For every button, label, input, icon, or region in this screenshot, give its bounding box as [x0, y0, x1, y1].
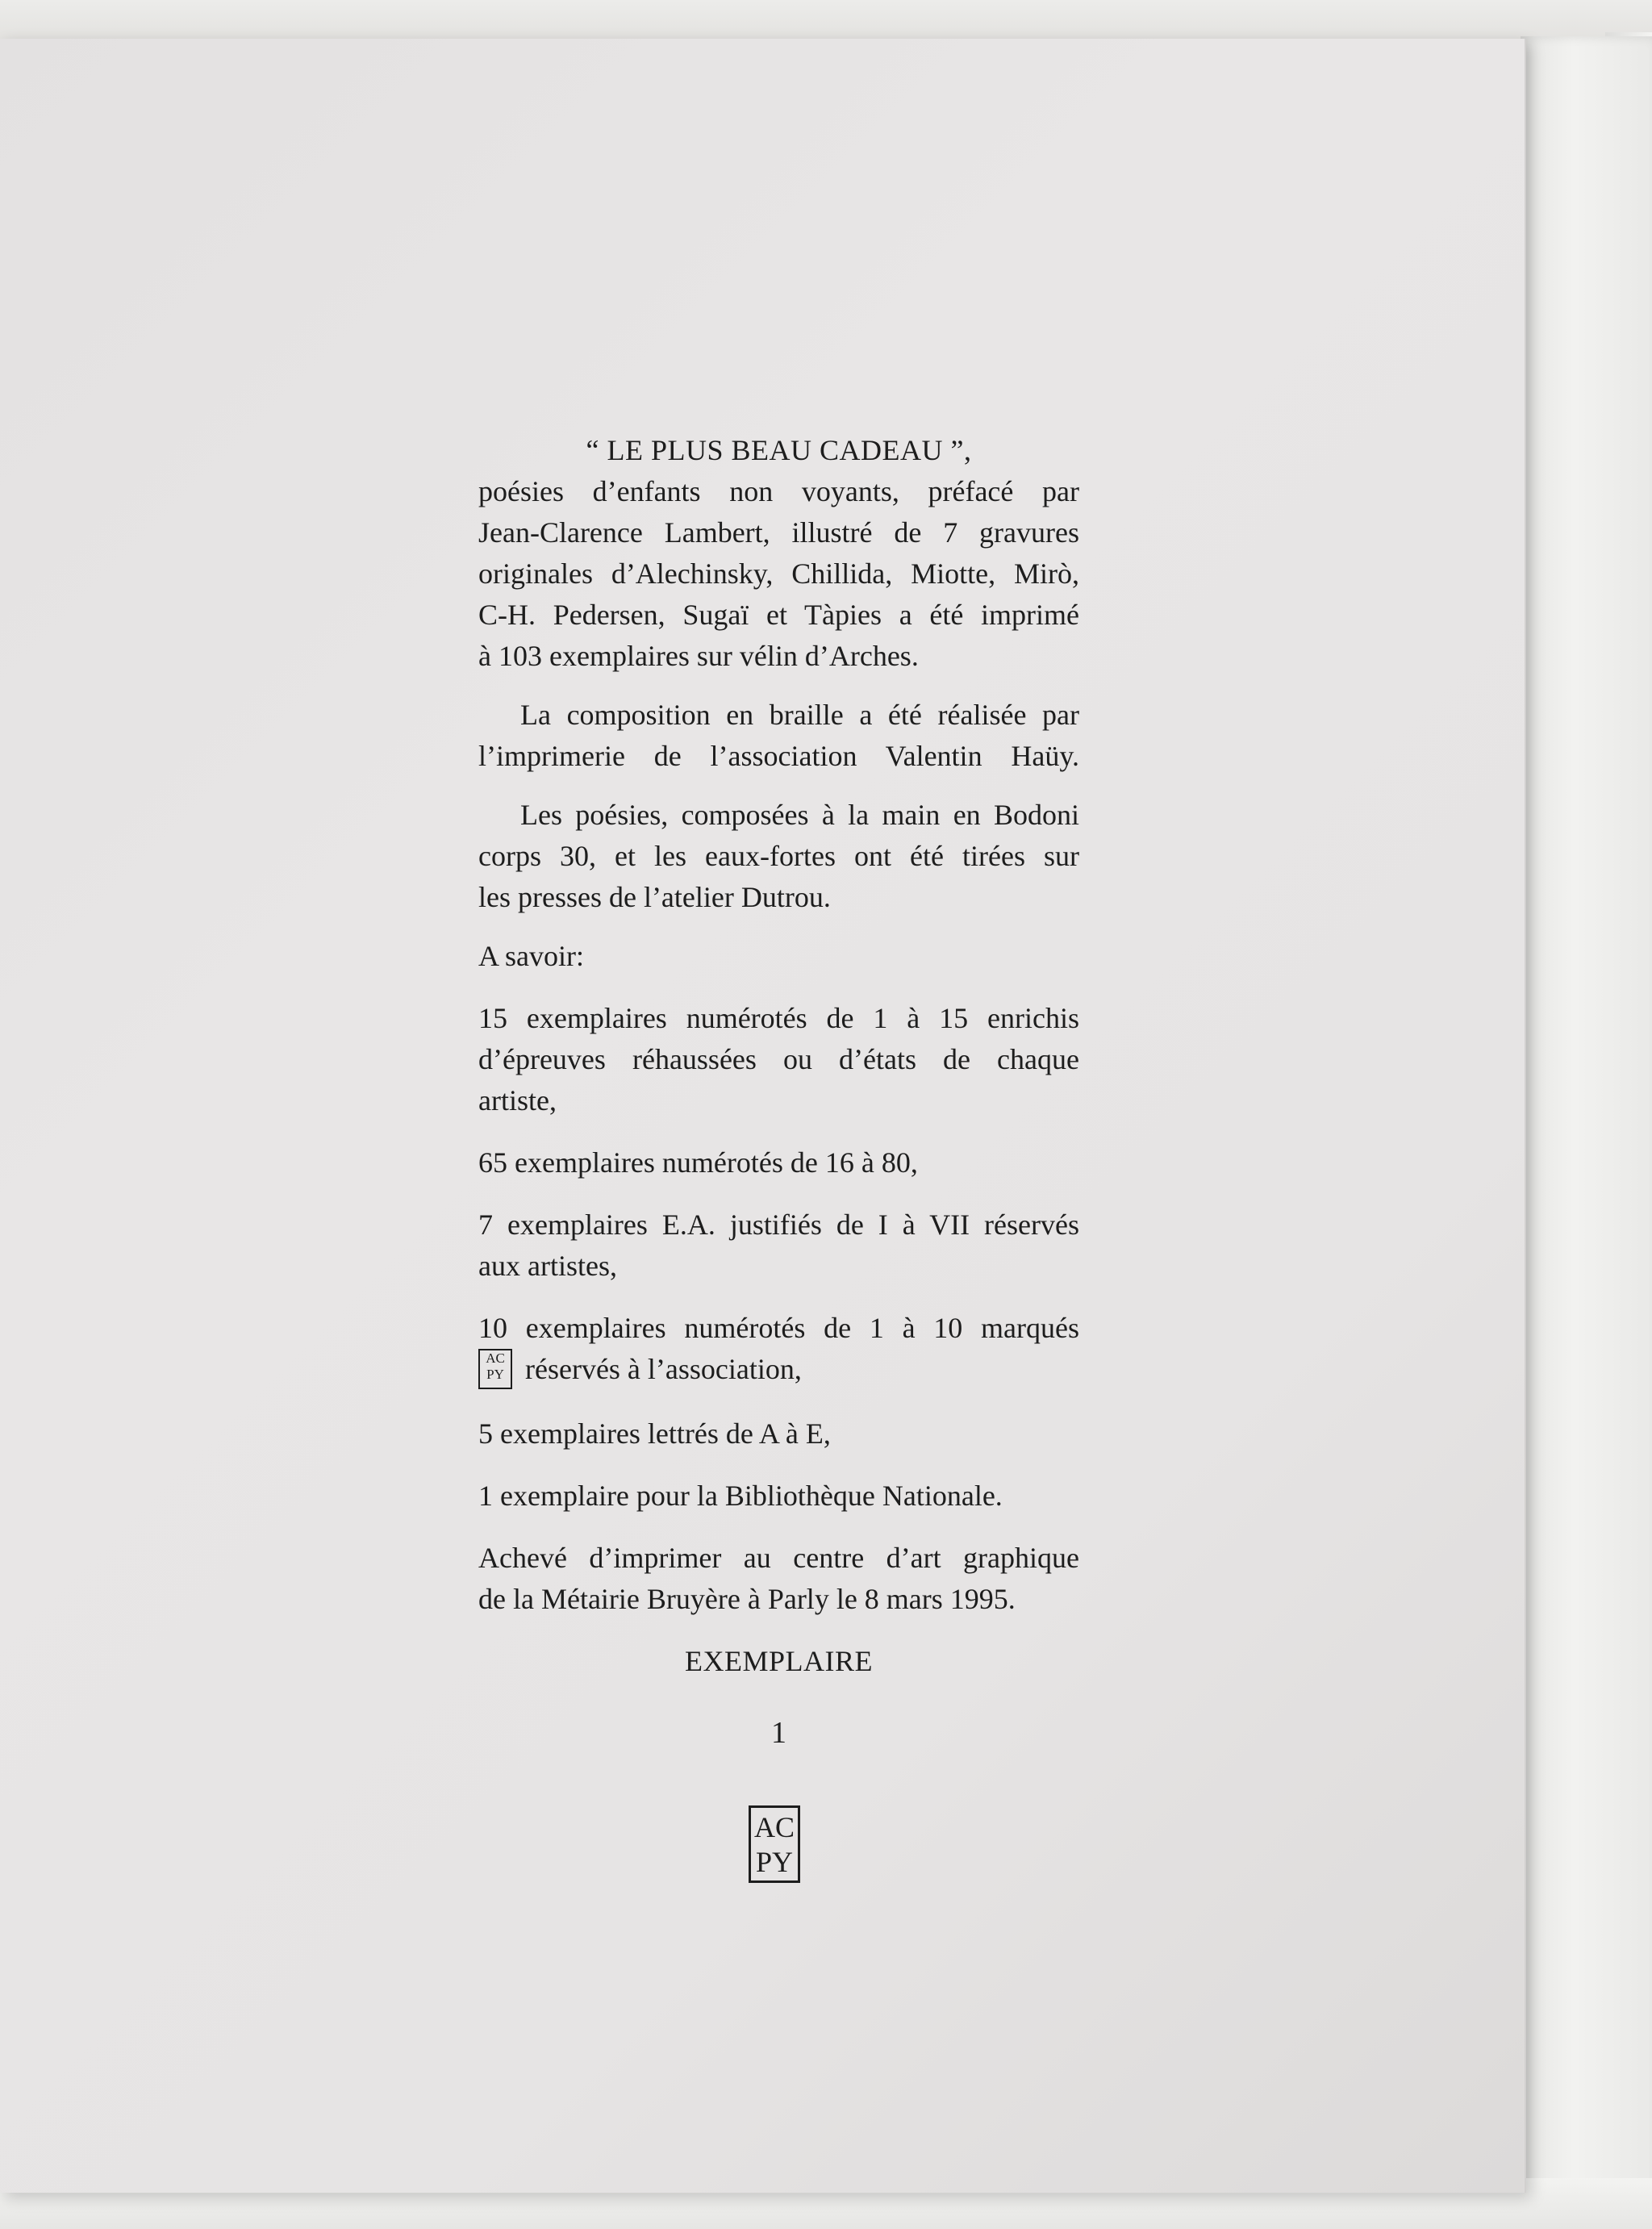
edition-line: artiste, [478, 1084, 557, 1117]
edition-line: 7 exemplaires E.A. justifiés de I à VII réservés [478, 1208, 1079, 1241]
intro-line: originales d’Alechinsky, Chillida, Miotte, Mirò, [478, 557, 1079, 590]
intro-paragraph [478, 471, 1079, 677]
edition-line: aux artistes, [478, 1250, 617, 1282]
intro-line: poésies d’enfants non voyants, préfacé par [478, 475, 1079, 507]
intro-line: à 103 exemplaires sur vélin d’Arches. [478, 640, 919, 672]
book-title: “ LE PLUS BEAU CADEAU ”, [586, 434, 972, 466]
edition-65-paragraph: 65 exemplaires numérotés de 16 à 80, [478, 1146, 918, 1179]
colophon-text [478, 430, 1079, 1620]
logo-text-top: AC [753, 1811, 795, 1843]
acheve-line: Achevé d’imprimer au centre d’art graphique [478, 1541, 1079, 1574]
logo-text-top: AC [486, 1350, 505, 1366]
colophon-page [0, 39, 1526, 2193]
a-savoir-heading: A savoir: [478, 940, 584, 972]
acpy-logo [749, 1805, 800, 1883]
braille-paragraph [478, 695, 1079, 777]
braille-line: La composition en braille a été réalisée par [520, 699, 1079, 731]
acheve-line: de la Métairie Bruyère à Parly le 8 mars 1995. [478, 1582, 1016, 1615]
edition-5-paragraph: 5 exemplaires lettrés de A à E, [478, 1417, 831, 1450]
edition-1-paragraph: 1 exemplaire pour la Bibliothèque Nationale. [478, 1479, 1003, 1512]
edition-7-paragraph [478, 1204, 1079, 1287]
acpy-logo-small [478, 1349, 512, 1389]
exemplaire-number: 1 [771, 1716, 786, 1750]
exemplaire-label: EXEMPLAIRE [685, 1645, 873, 1677]
box-side [1521, 36, 1652, 2229]
braille-line: l’imprimerie de l’association Valentin Haüy. [478, 740, 1079, 772]
intro-line: C-H. Pedersen, Sugaï et Tàpies a été imprimé [478, 599, 1079, 631]
edition-10-paragraph [478, 1308, 1079, 1392]
acheve-paragraph [478, 1538, 1079, 1620]
printing-line: corps 30, et les eaux-fortes ont été tirées sur [478, 840, 1079, 872]
edition-line-text: réservés à l’association, [525, 1353, 802, 1385]
printing-paragraph [478, 795, 1079, 918]
edition-15-paragraph [478, 998, 1079, 1121]
edition-line: 10 exemplaires numérotés de 1 à 10 marqués [478, 1312, 1079, 1344]
edition-line-with-logo [478, 1349, 1079, 1392]
logo-text-bottom: PY [755, 1846, 794, 1878]
edition-line: 15 exemplaires numérotés de 1 à 15 enrichis [478, 1002, 1079, 1034]
edition-line: d’épreuves réhaussées ou d’états de chaque [478, 1043, 1079, 1075]
logo-text-bottom: PY [486, 1366, 504, 1382]
printing-line: Les poésies, composées à la main en Bodoni [520, 799, 1079, 831]
intro-line: Jean-Clarence Lambert, illustré de 7 gravures [478, 516, 1079, 549]
printing-line: les presses de l’atelier Dutrou. [478, 881, 831, 913]
